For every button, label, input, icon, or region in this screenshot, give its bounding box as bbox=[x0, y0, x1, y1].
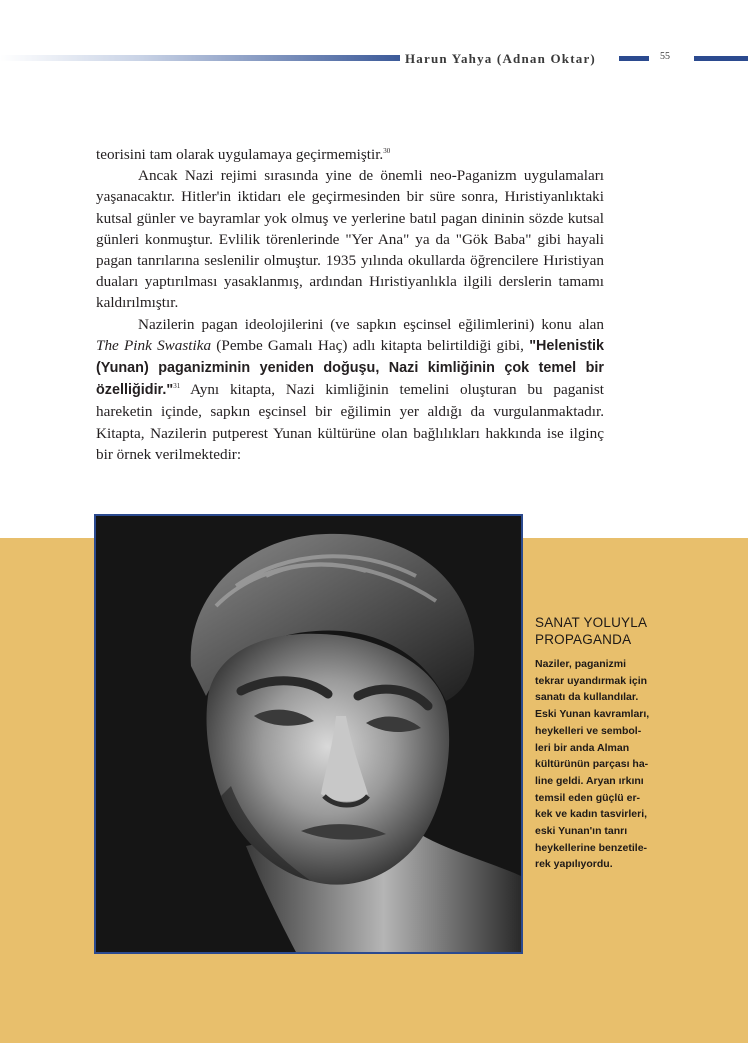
sculpture-photo bbox=[94, 514, 523, 954]
header-gradient-bar bbox=[0, 55, 400, 61]
sculpture-head-image bbox=[96, 516, 521, 952]
running-title: Harun Yahya (Adnan Oktar) bbox=[405, 51, 596, 66]
book-title: The Pink Swastika bbox=[96, 336, 212, 354]
footnote-ref-30: 30 bbox=[383, 147, 391, 155]
header-accent-bar-right bbox=[694, 56, 748, 61]
caption-title: SANAT YOLUYLA PROPAGANDA bbox=[535, 615, 648, 647]
page-number: 55 bbox=[660, 51, 670, 62]
caption-text: Naziler, paganizmi tekrar uyandırmak için sanatı da kullandılar. Eski Yunan kavramları, heykelleri ve sembol- leri bir anda Alman kültürünün parçası ha- line geldi. Aryan ırkını temsil eden güçlü er- kek ve kadın tasvirleri, eski Yunan'ın tanrı heykellerine benzetile- rek yapılıyordu. bbox=[535, 658, 650, 871]
paragraph-3: Nazilerin pagan ideolojilerini (ve sapkın eşcinsel eğilimlerini) konu alan The Pink Swastika (Pembe Gamalı Haç) adlı kitapta belirtildiği gibi, "Helenistik (Yunan) paganizminin yeniden doğuşu, Nazi kimliğinin çok temel bir özelliğidir."$^{31}$ Aynı kitapta, Nazi kimliğinin temelini oluşturan bu paganist hareketin içinde, sapkın eşcinsel bir eğilimin yer aldığı da vurgulanmaktadır. Kitapta, Nazilerin putperest Yunan kültürüne olan bağlılıkları hakkında ise ilginç bir örnek verilmektedir: bbox=[96, 315, 604, 463]
body-text bbox=[96, 144, 604, 465]
header-accent-bar bbox=[619, 56, 649, 61]
paragraph-2: Ancak Nazi rejimi sırasında yine de önemli neo-Paganizm uygulamaları yaşanacaktır. Hitler'in iktidarı ele geçirmesinden bir süre sonra, Hıristiyanlıktaki kutsal günler ve bayramlar yok olmuş ve yerlerine batıl pagan dininin sözde kutsal günleri konmuştur. Evlilik törenlerinde "Yer Ana" ya da "Gök Baba" gibi hayali pagan tanrılarına seslenilir olmuştur. 1935 yılında okullarda öğrencilere Hıristiyan duaları yaptırılması yasaklanmış, ardından Hıristiyanlıkla ilgili derslerin tamamı kaldırılmıştır. bbox=[96, 167, 604, 312]
paragraph-1: teorisini tam olarak uygulamaya geçirmemiştir.$^{30}$ bbox=[96, 146, 391, 163]
bold-quote: "Helenistik (Yunan) paganizminin yeniden doğuşu, Nazi kimliğinin çok temel bir özelliğidir." bbox=[96, 337, 604, 399]
footnote-ref-31: 31 bbox=[173, 382, 181, 391]
